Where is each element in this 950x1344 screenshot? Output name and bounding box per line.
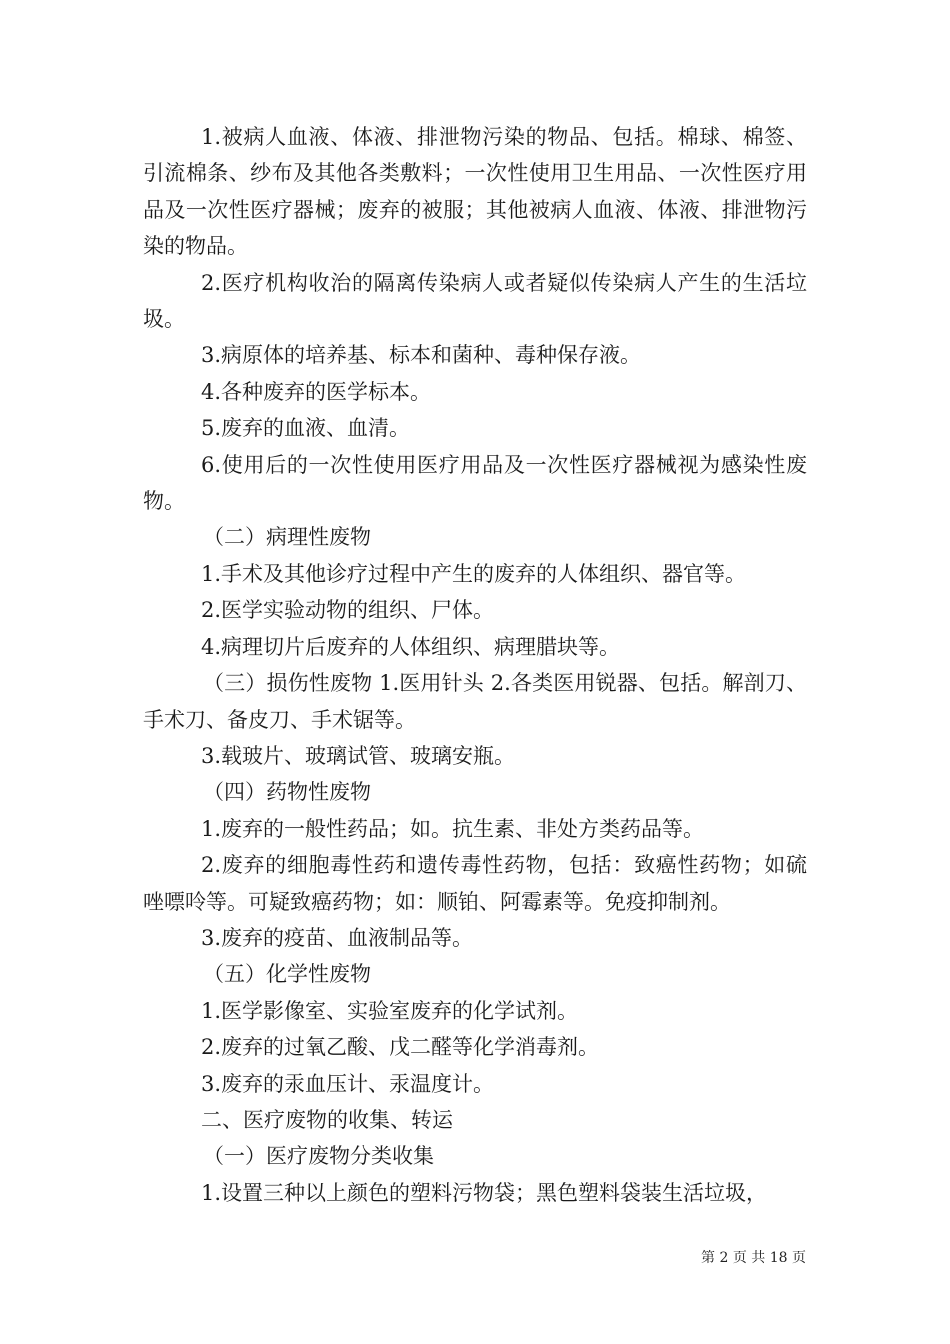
paragraph-item-9: 4.病理切片后废弃的人体组织、病理腊块等。 xyxy=(201,634,621,659)
paragraph-item-11: 3.载玻片、玻璃试管、玻璃安瓶。 xyxy=(201,743,516,768)
paragraph-item-5: 5.废弃的血液、血清。 xyxy=(201,416,411,441)
paragraph-item-2: 2.医疗机构收治的隔离传染病人或者疑似传染病人产生的生活垃圾。 xyxy=(143,270,807,332)
paragraph-item-12: 1.废弃的一般性药品；如。抗生素、非处方类药品等。 xyxy=(201,816,705,841)
paragraph-item-14: 3.废弃的疫苗、血液制品等。 xyxy=(201,925,474,950)
paragraph-item-7: 1.手术及其他诊疗过程中产生的废弃的人体组织、器官等。 xyxy=(201,561,747,586)
section-heading-classification: （一）医疗废物分类收集 xyxy=(203,1144,434,1169)
paragraph-item-3: 3.病原体的培养基、标本和菌种、毒种保存液。 xyxy=(201,343,642,368)
section-heading-injurious: （三）损伤性废物 1.医用针头 2.各类医用锐器、包括。解剖刀、手术刀、备皮刀、手术锯等。 xyxy=(143,671,807,732)
paragraph-item-6: 6.使用后的一次性使用医疗用品及一次性医疗器械视为感染性废物。 xyxy=(143,452,807,514)
paragraph-item-8: 2.医学实验动物的组织、尸体。 xyxy=(201,598,495,623)
paragraph-item-1: 1.被病人血液、体液、排泄物污染的物品、包括。棉球、棉签、引流棉条、纱布及其他各类敷料；一次性使用卫生用品、一次性医疗用品及一次性医疗器械；废弃的被服；其他被病人血液、体液、排泄物污染的物品。 xyxy=(143,125,807,259)
paragraph-item-15: 1.医学影像室、实验室废弃的化学试剂。 xyxy=(201,998,579,1023)
page-number-footer: 第 2 页 共 18 页 xyxy=(701,1250,806,1266)
paragraph-item-13: 2.废弃的细胞毒性药和遗传毒性药物，包括：致癌性药物；如硫唑嘌呤等。可疑致癌药物；如：顺铂、阿霉素等。免疫抑制剂。 xyxy=(143,853,807,914)
chapter-heading-collection: 二、医疗废物的收集、转运 xyxy=(201,1107,453,1132)
paragraph-item-17: 3.废弃的汞血压计、汞温度计。 xyxy=(201,1071,495,1096)
document-body xyxy=(143,119,807,1211)
paragraph-item-4: 4.各种废弃的医学标本。 xyxy=(201,379,432,404)
section-heading-chemical: （五）化学性废物 xyxy=(203,962,371,987)
paragraph-item-16: 2.废弃的过氧乙酸、戊二醛等化学消毒剂。 xyxy=(201,1035,600,1060)
section-heading-pharmaceutical: （四）药物性废物 xyxy=(203,780,371,805)
section-heading-pathological: （二）病理性废物 xyxy=(203,525,371,550)
paragraph-item-18: 1.设置三种以上颜色的塑料污物袋；黑色塑料袋装生活垃圾， xyxy=(201,1180,768,1205)
